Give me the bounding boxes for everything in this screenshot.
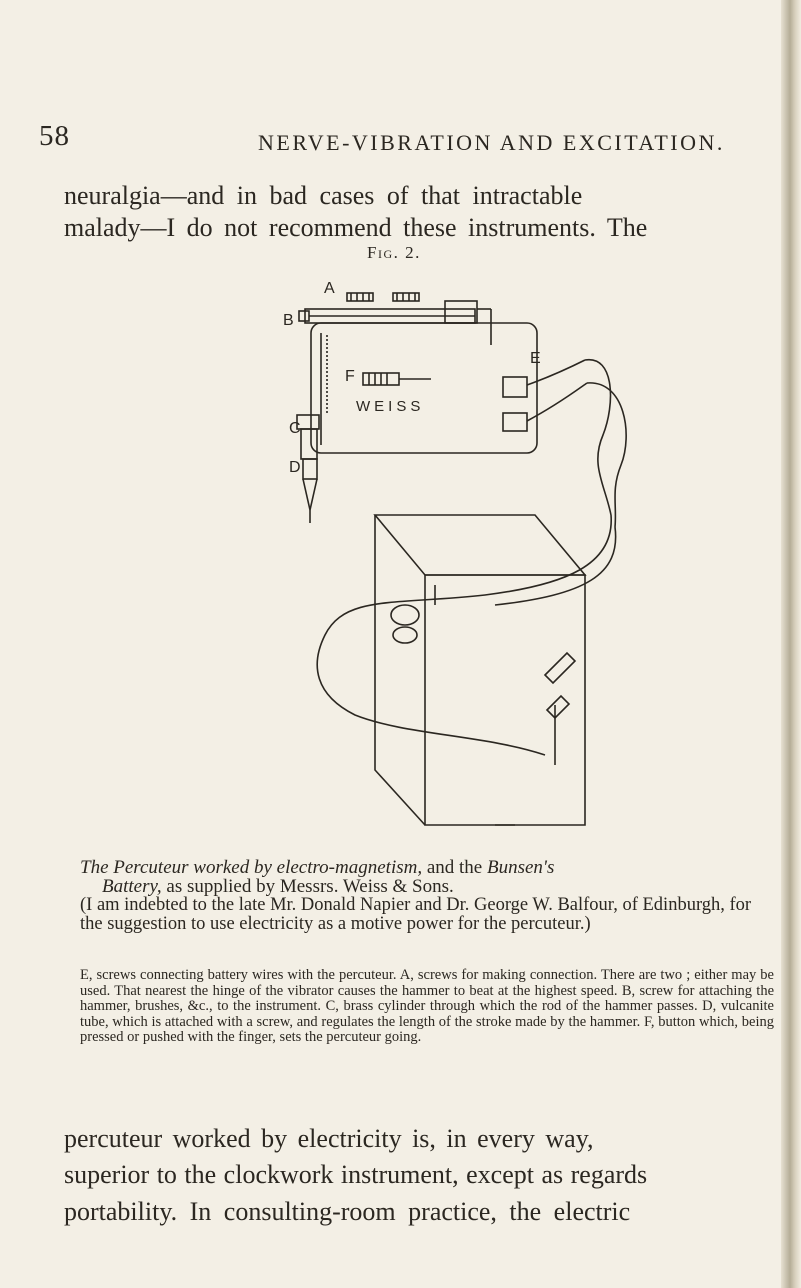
figure-label: Fig. 2. xyxy=(367,243,421,262)
body-line-top-1: neuralgia—and in bad cases of that intractable xyxy=(64,181,583,210)
acknowledgement-note: (I am indebted to the late Mr. Donald Napier and Dr. George W. Balfour, of Edinburgh, for the suggestion to use electricity as a motive power for the percuteur.) xyxy=(80,895,752,934)
figure-letter-f: F xyxy=(345,368,355,385)
body-line-bottom-2: superior to the clockwork instrument, except as regards xyxy=(64,1160,648,1189)
battery-plate-icon xyxy=(545,653,575,683)
vulcanite-tube-d xyxy=(301,429,317,459)
page-number: 58 xyxy=(39,120,70,152)
figure-brand-weiss: WEISS xyxy=(356,398,425,415)
terminal-e-lower xyxy=(503,413,527,431)
body-line-bottom-3: portability. In consulting-room practice, the electric xyxy=(64,1197,631,1226)
wire-lower xyxy=(587,383,626,527)
figure-letter-c: C xyxy=(289,420,301,437)
caption-italic-1: The Percuteur worked by electro-magnetism, xyxy=(80,857,423,878)
figure-letter-a: A xyxy=(324,280,335,297)
running-head: NERVE-VIBRATION AND EXCITATION. xyxy=(258,130,725,155)
figure-caption xyxy=(80,858,770,896)
terminal-e-upper xyxy=(503,377,527,397)
caption-roman-2: as supplied by Messrs. Weiss & Sons. xyxy=(161,876,454,897)
figure-legend: E, screws connecting battery wires with the percuteur. A, screws for making connection. There are two ; either may be used. That nearest the hinge of the vibrator causes the hammer to beat at the highest speed. B, screw for attaching the hammer, brushes, &c., to the instrument. C, brass cylinder through which the rod of the hammer passes. D, vulcanite tube, which is attached with a screw, and regulates the length of the stroke made by the hammer. F, button which, being pressed or pushed with the finger, sets the percuteur going. xyxy=(80,967,774,1045)
battery-cell-left xyxy=(391,605,419,625)
battery-top xyxy=(375,515,585,575)
caption-roman-1: and the xyxy=(422,857,487,878)
percuteur-illustration xyxy=(285,265,665,865)
page-edge-shadow xyxy=(781,0,801,1288)
body-line-top-2: malady—I do not recommend these instruments. The xyxy=(64,213,648,242)
battery-wire-left xyxy=(317,515,611,755)
figure-letter-e: E xyxy=(530,350,541,367)
caption-italic-2: Bunsen's xyxy=(487,857,555,878)
battery-front xyxy=(425,575,585,825)
figure-letter-d: D xyxy=(289,459,301,476)
hammer-tip xyxy=(303,479,317,510)
terminal-screws xyxy=(347,293,419,301)
figure-letter-b: B xyxy=(283,312,294,329)
screw-b-icon xyxy=(299,311,309,321)
caption-italic-3: Battery, xyxy=(102,876,162,897)
body-line-bottom-1: percuteur worked by electricity is, in every way, xyxy=(64,1124,594,1153)
